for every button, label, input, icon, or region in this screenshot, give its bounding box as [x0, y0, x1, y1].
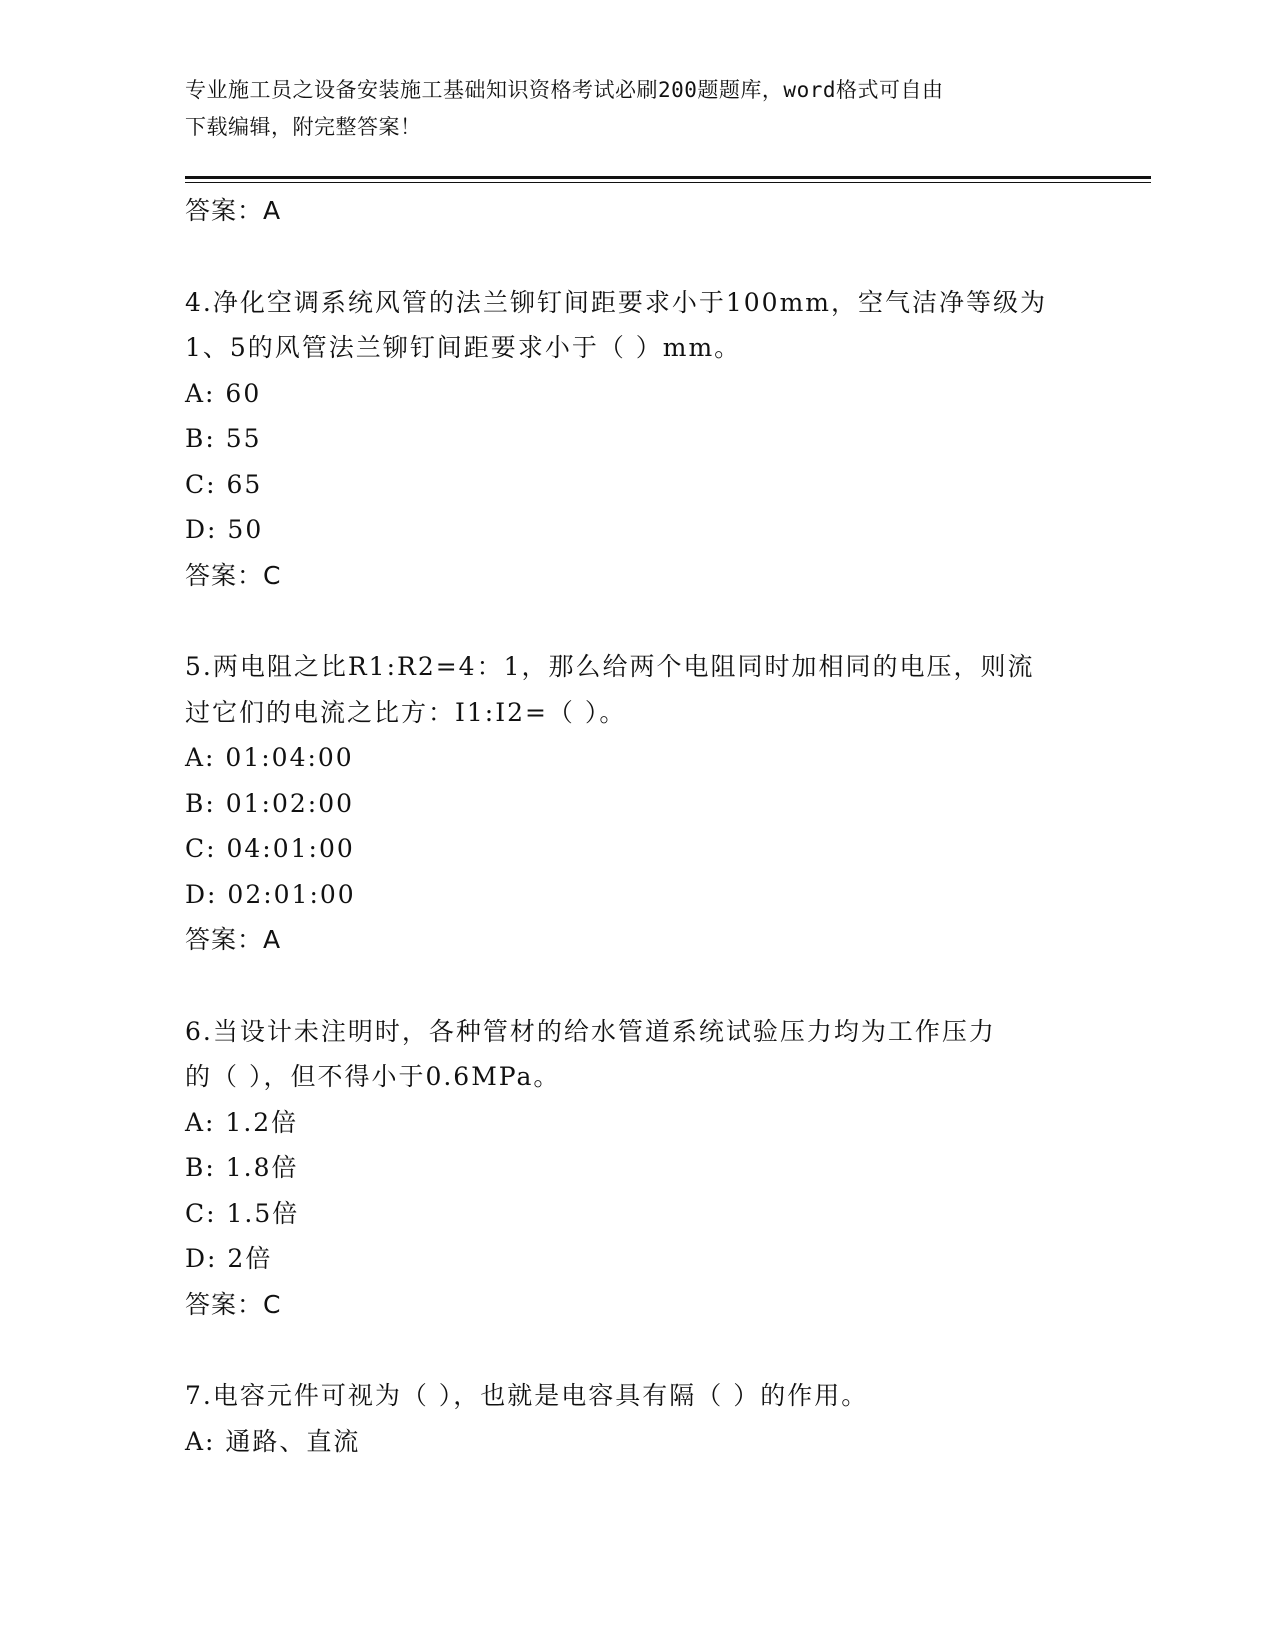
question-6: [185, 1009, 1085, 1328]
header-divider-thick: [185, 176, 1151, 179]
answer: 答案：C: [185, 1289, 282, 1319]
document-header: [185, 72, 1065, 146]
option-c: C: 65: [185, 469, 263, 499]
option-c: C: 04:01:00: [185, 834, 355, 863]
question-text-line: 5.两电阻之比R1:R2=4：1，那么给两个电阻同时加相同的电压，则流: [185, 652, 1035, 681]
previous-answer: 答案：A: [185, 196, 282, 225]
question-5: [185, 644, 1085, 963]
option-a: A: 通路、直流: [185, 1426, 361, 1456]
option-c: C: 1.5倍: [185, 1198, 300, 1228]
option-a: A: 01:04:00: [185, 743, 354, 772]
question-text-line: 的（ ），但不得小于0.6MPa。: [185, 1062, 561, 1091]
header-divider-thin: [185, 182, 1151, 183]
header-line-1: 专业施工员之设备安装施工基础知识资格考试必刷200题题库，word格式可自由: [185, 78, 944, 102]
option-b: B: 1.8倍: [185, 1153, 299, 1182]
question-text-line: 7.电容元件可视为（ ），也就是电容具有隔（ ）的作用。: [185, 1381, 869, 1410]
question-list: [185, 188, 1085, 1464]
option-b: B: 55: [185, 424, 262, 453]
question-text-line: 4.净化空调系统风管的法兰铆钉间距要求小于100mm，空气洁净等级为: [185, 287, 1047, 317]
option-a: A: 1.2倍: [185, 1107, 299, 1137]
option-b: B: 01:02:00: [185, 788, 355, 818]
option-d: D: 2倍: [185, 1244, 273, 1273]
answer: 答案：C: [185, 560, 282, 590]
option-d: D: 50: [185, 515, 264, 544]
answer: 答案：A: [185, 925, 282, 954]
question-text-line: 过它们的电流之比方：I1:I2=（ ）。: [185, 697, 627, 727]
option-a: A: 60: [185, 378, 262, 408]
option-d: D: 02:01:00: [185, 879, 356, 909]
question-4: [185, 280, 1085, 599]
question-7: [185, 1373, 1085, 1464]
question-text-line: 1、5的风管法兰铆钉间距要求小于（ ）mm。: [185, 333, 742, 362]
header-line-2: 下载编辑，附完整答案！: [185, 115, 422, 139]
question-text-line: 6.当设计未注明时，各种管材的给水管道系统试验压力均为工作压力: [185, 1016, 996, 1046]
